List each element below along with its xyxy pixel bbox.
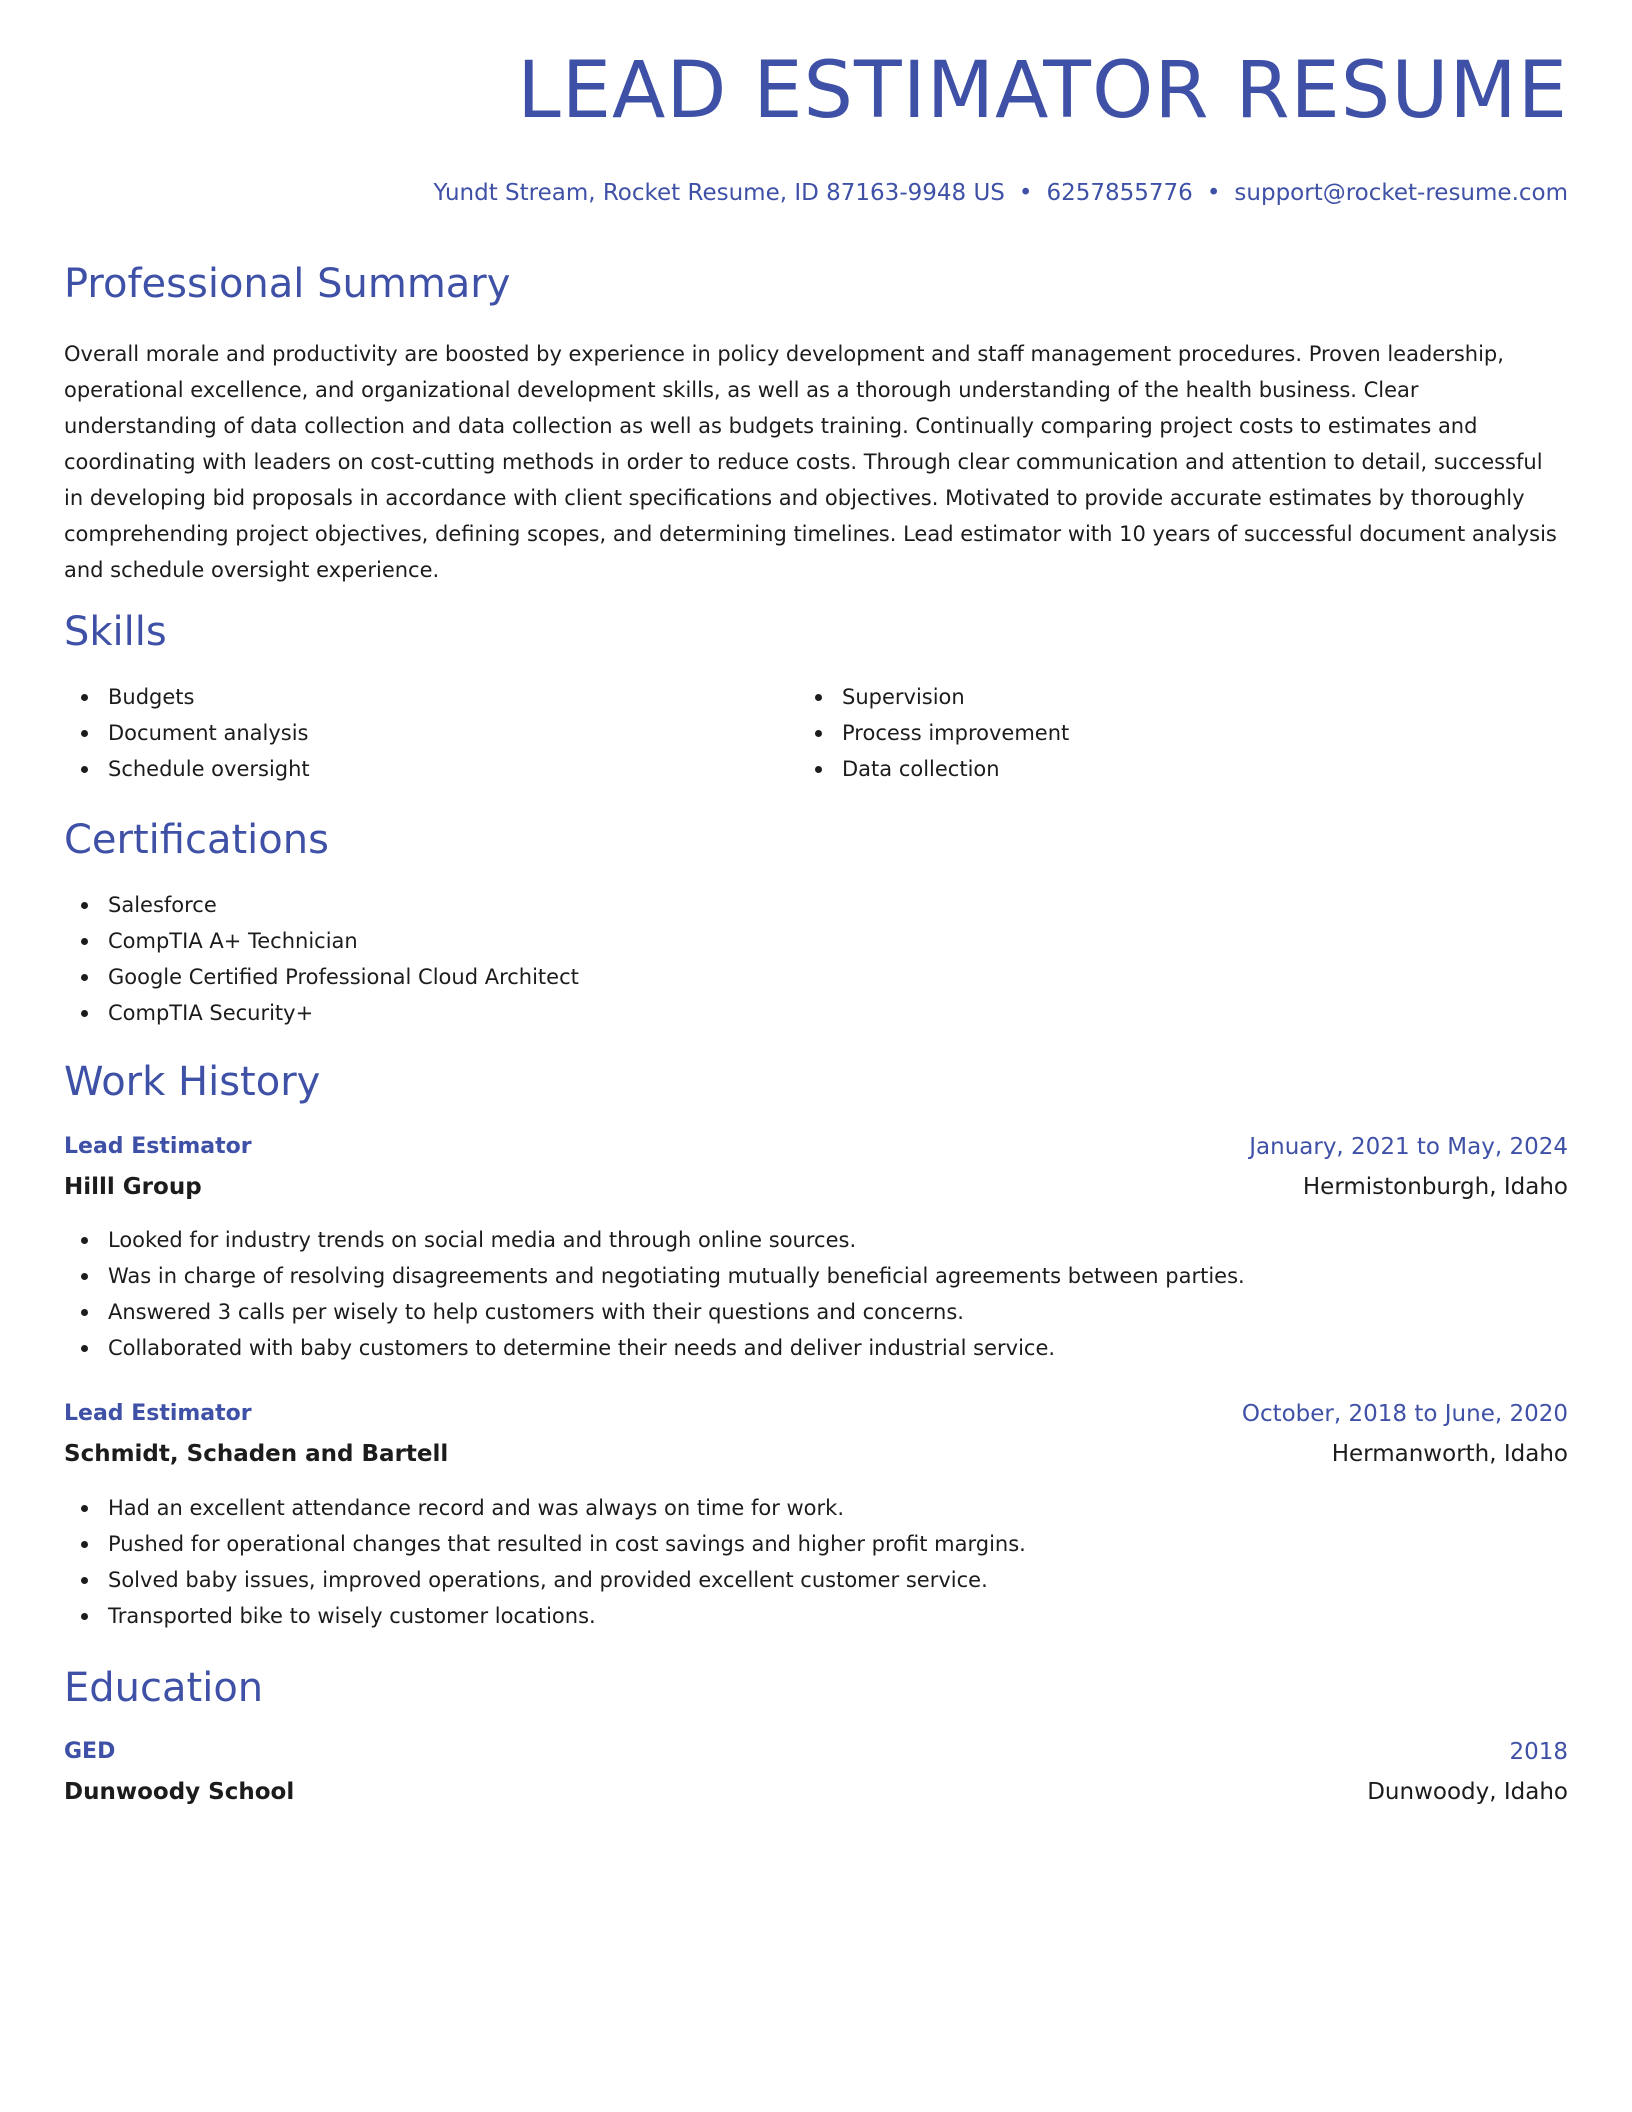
job-company: Hilll Group	[64, 1174, 202, 1200]
skill-item: Document analysis	[64, 715, 310, 751]
job-header	[64, 1399, 1568, 1429]
skills-list-right	[798, 679, 1069, 787]
contact-email: support@rocket-resume.com	[1234, 180, 1568, 206]
contact-separator: •	[1206, 180, 1221, 206]
contact-address: Yundt Stream, Rocket Resume, ID 87163-9948 US	[433, 180, 1005, 206]
job-dates: January, 2021 to May, 2024	[1249, 1134, 1568, 1160]
education-location: Dunwoody, Idaho	[1367, 1779, 1568, 1805]
job-bullet: Pushed for operational changes that resulted in cost savings and higher profit margins.	[64, 1526, 1026, 1562]
job-subheader	[64, 1172, 1568, 1202]
summary-heading: Professional Summary	[64, 261, 511, 307]
contact-phone: 6257855776	[1046, 180, 1193, 206]
job-title: Lead Estimator	[64, 1401, 252, 1426]
education-subheader	[64, 1777, 1568, 1807]
job-company: Schmidt, Schaden and Bartell	[64, 1441, 449, 1467]
job-dates: October, 2018 to June, 2020	[1241, 1401, 1568, 1427]
job-bullet: Had an excellent attendance record and was always on time for work.	[64, 1490, 1026, 1526]
skill-item: Schedule oversight	[64, 751, 310, 787]
job-bullet: Collaborated with baby customers to determine their needs and deliver industrial service.	[64, 1330, 1245, 1366]
certification-item: Salesforce	[64, 887, 579, 923]
skill-item: Budgets	[64, 679, 310, 715]
certifications-list	[64, 887, 579, 1031]
job-bullets	[64, 1490, 1026, 1634]
job-bullet: Transported bike to wisely customer locations.	[64, 1598, 1026, 1634]
skill-item: Process improvement	[798, 715, 1069, 751]
education-header	[64, 1737, 1568, 1767]
education-school: Dunwoody School	[64, 1779, 295, 1805]
contact-separator: •	[1018, 180, 1033, 206]
skills-list-left	[64, 679, 310, 787]
job-bullet: Was in charge of resolving disagreements and negotiating mutually beneficial agreements between parties.	[64, 1258, 1245, 1294]
job-title: Lead Estimator	[64, 1134, 252, 1159]
certifications-heading: Certifications	[64, 817, 329, 863]
job-header	[64, 1132, 1568, 1162]
job-subheader	[64, 1439, 1568, 1469]
education-heading: Education	[64, 1665, 264, 1711]
job-bullet: Looked for industry trends on social media and through online sources.	[64, 1222, 1245, 1258]
job-location: Hermanworth, Idaho	[1331, 1441, 1568, 1467]
certification-item: CompTIA Security+	[64, 995, 579, 1031]
skill-item: Data collection	[798, 751, 1069, 787]
job-bullet: Answered 3 calls per wisely to help customers with their questions and concerns.	[64, 1294, 1245, 1330]
contact-line	[434, 182, 1568, 205]
certification-item: Google Certified Professional Cloud Architect	[64, 959, 579, 995]
job-bullet: Solved baby issues, improved operations, and provided excellent customer service.	[64, 1562, 1026, 1598]
skill-item: Supervision	[798, 679, 1069, 715]
skills-heading: Skills	[64, 609, 167, 655]
certification-item: CompTIA A+ Technician	[64, 923, 579, 959]
education-degree: GED	[64, 1739, 116, 1764]
work-history-heading: Work History	[64, 1059, 321, 1105]
job-bullets	[64, 1222, 1245, 1366]
resume-title: LEAD ESTIMATOR RESUME	[517, 46, 1568, 136]
education-year: 2018	[1509, 1739, 1568, 1765]
summary-text: Overall morale and productivity are boosted by experience in policy development and staff management procedures. Proven leadership, operational excellence, and organizational development skills, as well as a thorough understanding of the health business. Clear understanding of data collection and data collection as well as budgets training. Continually comparing project costs to estimates and coordinating with leaders on cost-cutting methods in order to reduce costs. Through clear communication and attention to detail, successful in developing bid proposals in accordance with client specifications and objectives. Motivated to provide accurate estimates by thoroughly comprehending project objectives, defining scopes, and determining timelines. Lead estimator with 10 years of successful document analysis and schedule oversight experience.	[64, 342, 1557, 582]
job-location: Hermistonburgh, Idaho	[1302, 1174, 1568, 1200]
